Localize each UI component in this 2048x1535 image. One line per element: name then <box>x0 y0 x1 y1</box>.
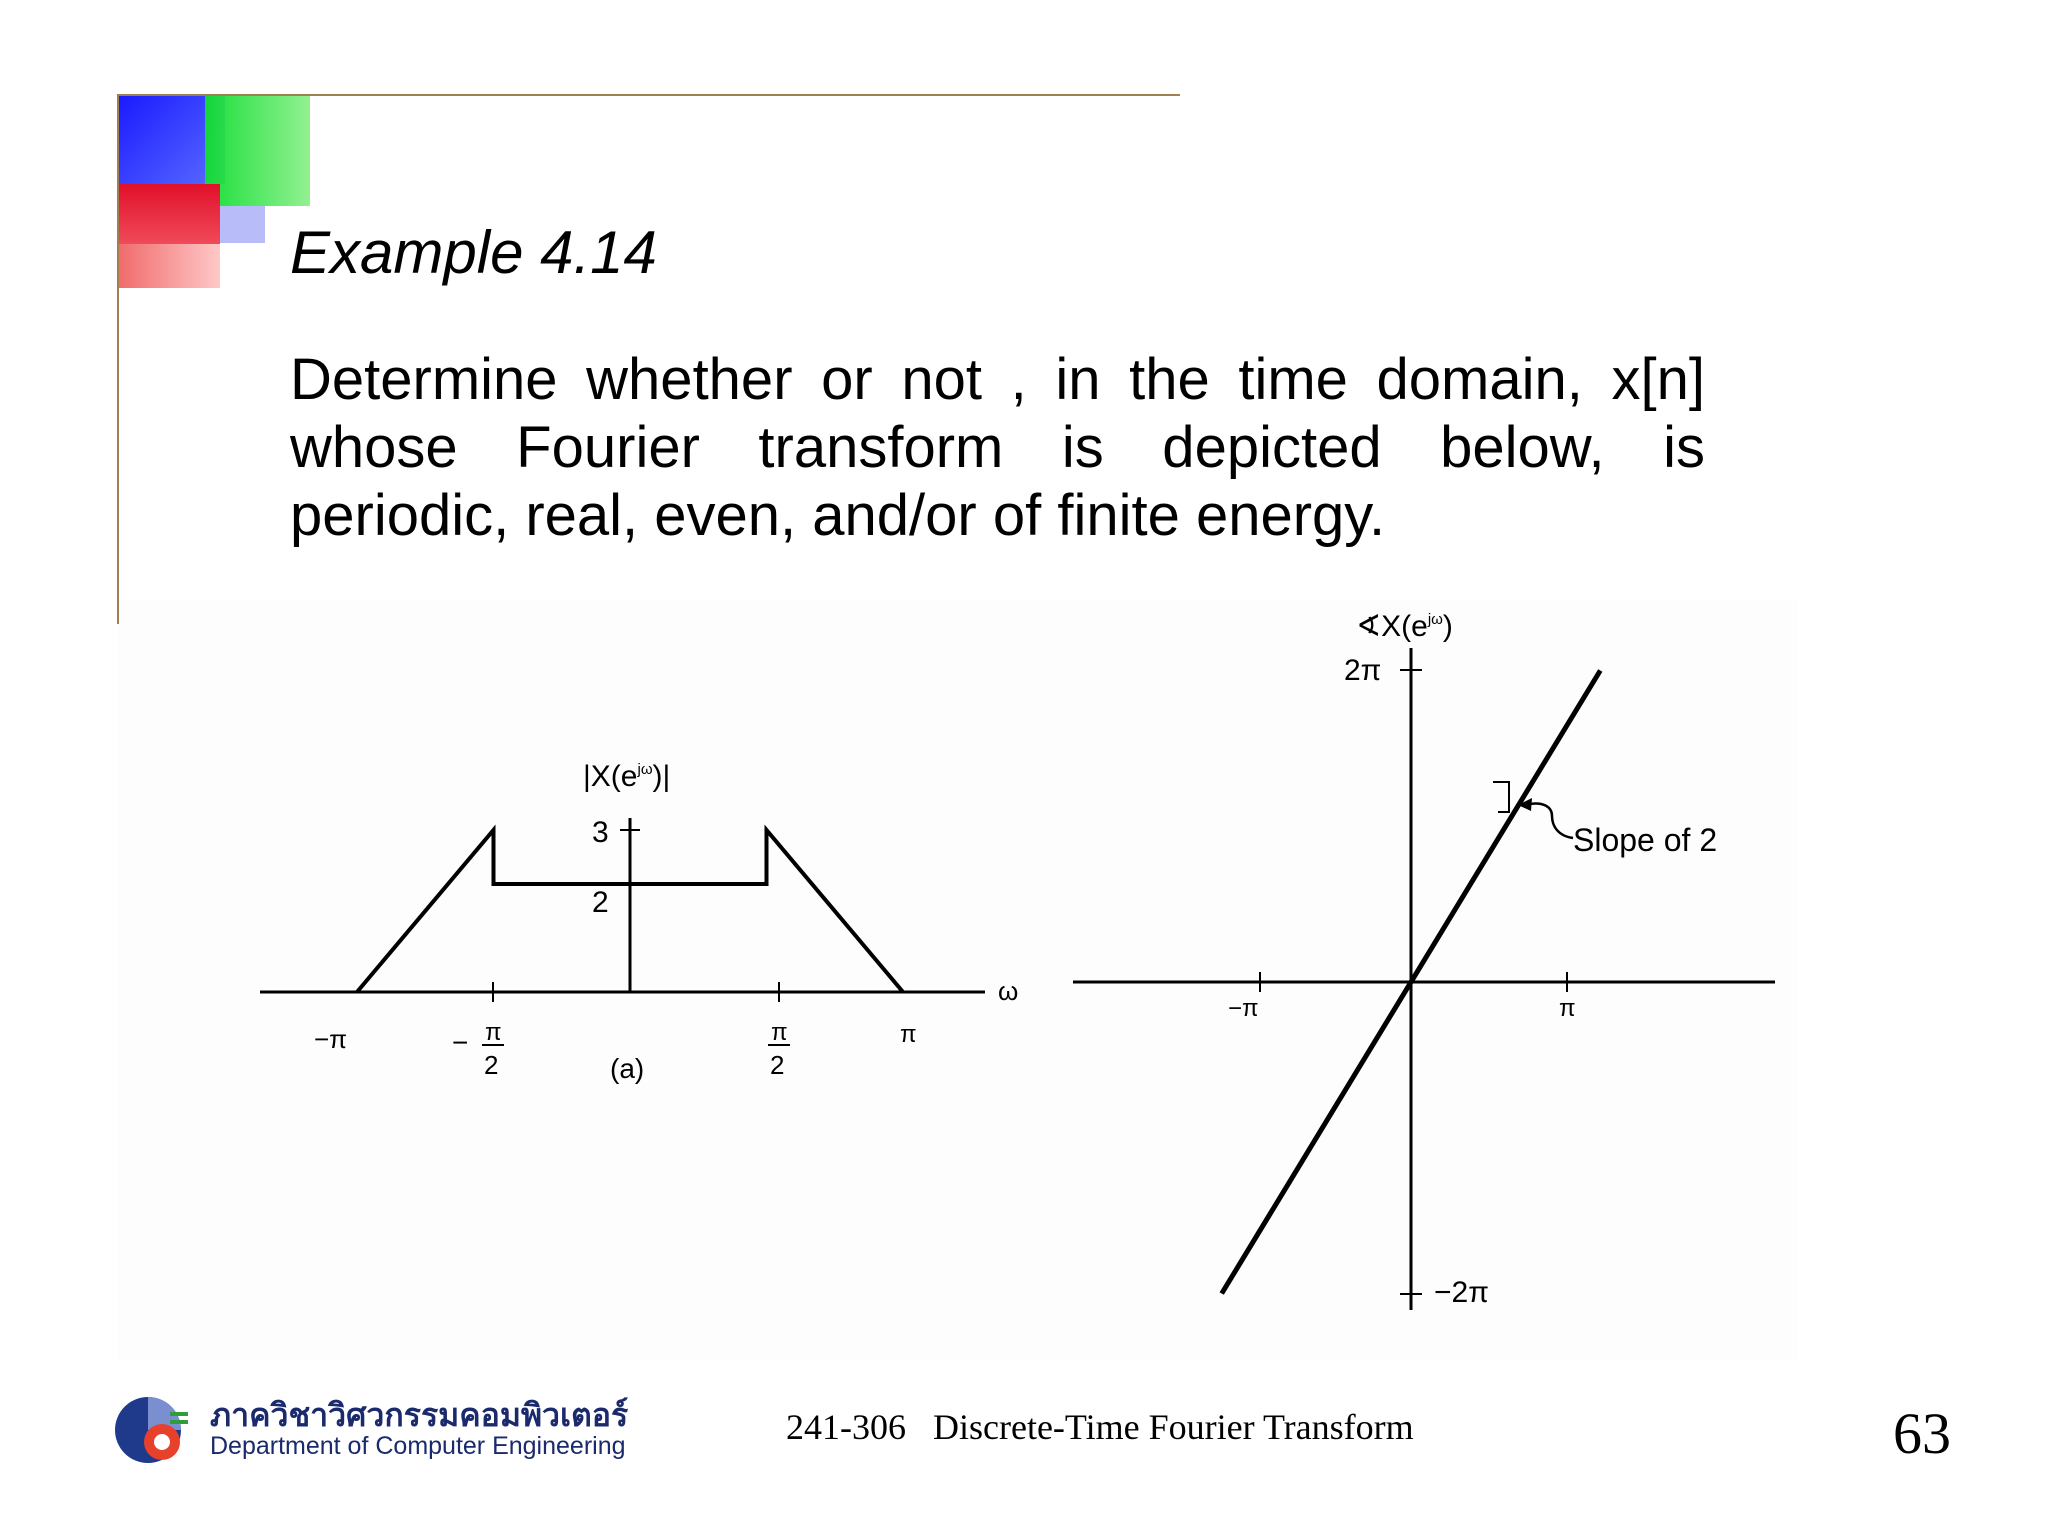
figure-a-xtick-neg-half-den: 2 <box>484 1050 499 1080</box>
figure-b-slope-annotation: Slope of 2 <box>1573 822 1718 858</box>
problem-line-2: whose Fourier transform is depicted below, is <box>290 415 1705 480</box>
figure-a-xtick-half-den: 2 <box>770 1050 785 1080</box>
problem-line-1: Determine whether or not , in the time domain, x[n] <box>290 347 1705 412</box>
figure-a-ytick-3: 3 <box>592 816 609 849</box>
figure-b-xtick-pi: π <box>1559 995 1576 1022</box>
department-logo <box>110 1390 629 1470</box>
department-logo-icon <box>110 1392 188 1468</box>
slide-title: Example 4.14 <box>290 219 657 286</box>
figure-a-ylabel: $|X(e^{j\omega})|$ <box>583 760 671 793</box>
figure-b-ytick-2pi: 2π <box>1344 654 1382 687</box>
figure-a-caption: (a) <box>610 1053 645 1084</box>
figure-a-xtick-neg-half-num: π <box>485 1019 502 1046</box>
figure-a-xtick-pi: π <box>900 1021 917 1048</box>
course-title: 241-306 Discrete-Time Fourier Transform <box>786 1407 1414 1447</box>
department-name-thai: ภาควิชาวิศวกรรมคอมพิวเตอร์ <box>210 1397 629 1433</box>
figure-a-xtick-half-num: π <box>771 1019 788 1046</box>
page-number: 63 <box>1893 1401 1951 1466</box>
figure-a-xtick-neg-half-minus: − <box>452 1027 469 1058</box>
figure-a-xtick-neg-pi: −π <box>314 1024 348 1054</box>
problem-line-3: periodic, real, even, and/or of finite energy. <box>290 483 1386 548</box>
figure-a-ytick-2: 2 <box>592 886 609 919</box>
figure-a-omega-label: ω <box>998 976 1019 1006</box>
department-name-english: Department of Computer Engineering <box>210 1432 626 1460</box>
figure-b-annotation-arrow <box>1530 804 1573 839</box>
figure-b-xtick-neg-pi: −π <box>1228 995 1259 1022</box>
figure-b-slope-triangle <box>1493 782 1509 812</box>
figure-a-magnitude-plot <box>260 760 1018 1084</box>
figure-b-phase-plot <box>1073 610 1775 1310</box>
figure-b-ylabel: $∢X(e^{j\omega})$ <box>1356 610 1453 643</box>
figure-b-ytick-neg-2pi: −2π <box>1434 1276 1489 1309</box>
